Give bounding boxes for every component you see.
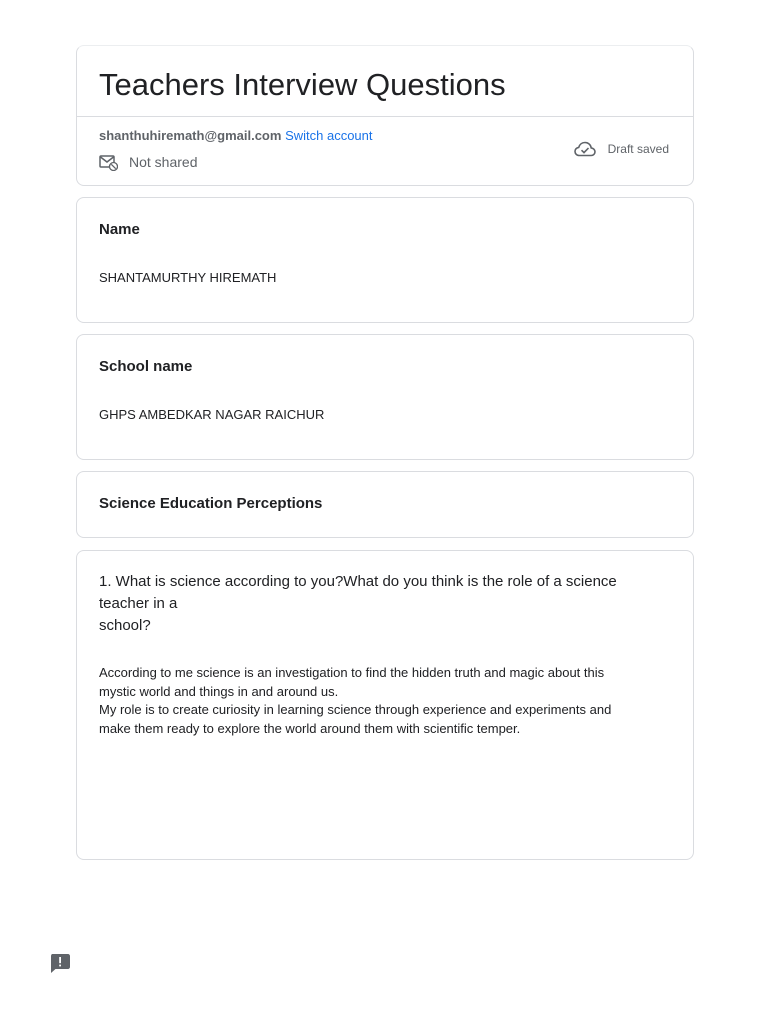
section-header-card [76,471,694,538]
draft-status-text: Draft saved [607,142,669,156]
question-answer[interactable]: SHANTAMURTHY HIREMATH [99,270,277,285]
answer-line: My role is to create curiosity in learning science through experience and experiments and [99,702,612,717]
question-answer[interactable]: GHPS AMBEDKAR NAGAR RAICHUR [99,407,325,422]
answer-line: According to me science is an investigation to find the hidden truth and magic about this [99,665,605,680]
header-divider [77,116,693,117]
answer-line: mystic world and things in and around us. [99,683,339,699]
question-title-line: teacher in a [99,595,178,612]
feedback-button[interactable] [49,952,71,974]
account-line [99,127,373,145]
shared-status-text: Not shared [129,154,198,170]
section-title: Science Education Perceptions [99,495,323,512]
question-answer[interactable] [99,664,669,738]
question-title: Name [99,221,140,238]
question-title-line: school? [99,617,151,634]
draft-status [574,138,669,160]
question-card-school-name [76,334,694,460]
answer-line: make them ready to explore the world around them with scientific temper. [99,720,521,736]
switch-account-link[interactable]: Switch account [285,128,373,143]
feedback-icon [49,952,71,974]
question-title-line: 1. What is science according to you?What do you think is the role of a science [99,573,617,590]
question-card-science [76,550,694,860]
question-title: School name [99,358,193,375]
shared-status [99,152,197,172]
form-header-card [76,45,694,186]
question-title [99,571,669,637]
mail-not-shared-icon [99,154,118,171]
account-email: shanthuhiremath@gmail.com [99,128,282,143]
question-card-name [76,197,694,323]
cloud-done-icon [574,141,596,157]
form-title: Teachers Interview Questions [99,67,506,102]
